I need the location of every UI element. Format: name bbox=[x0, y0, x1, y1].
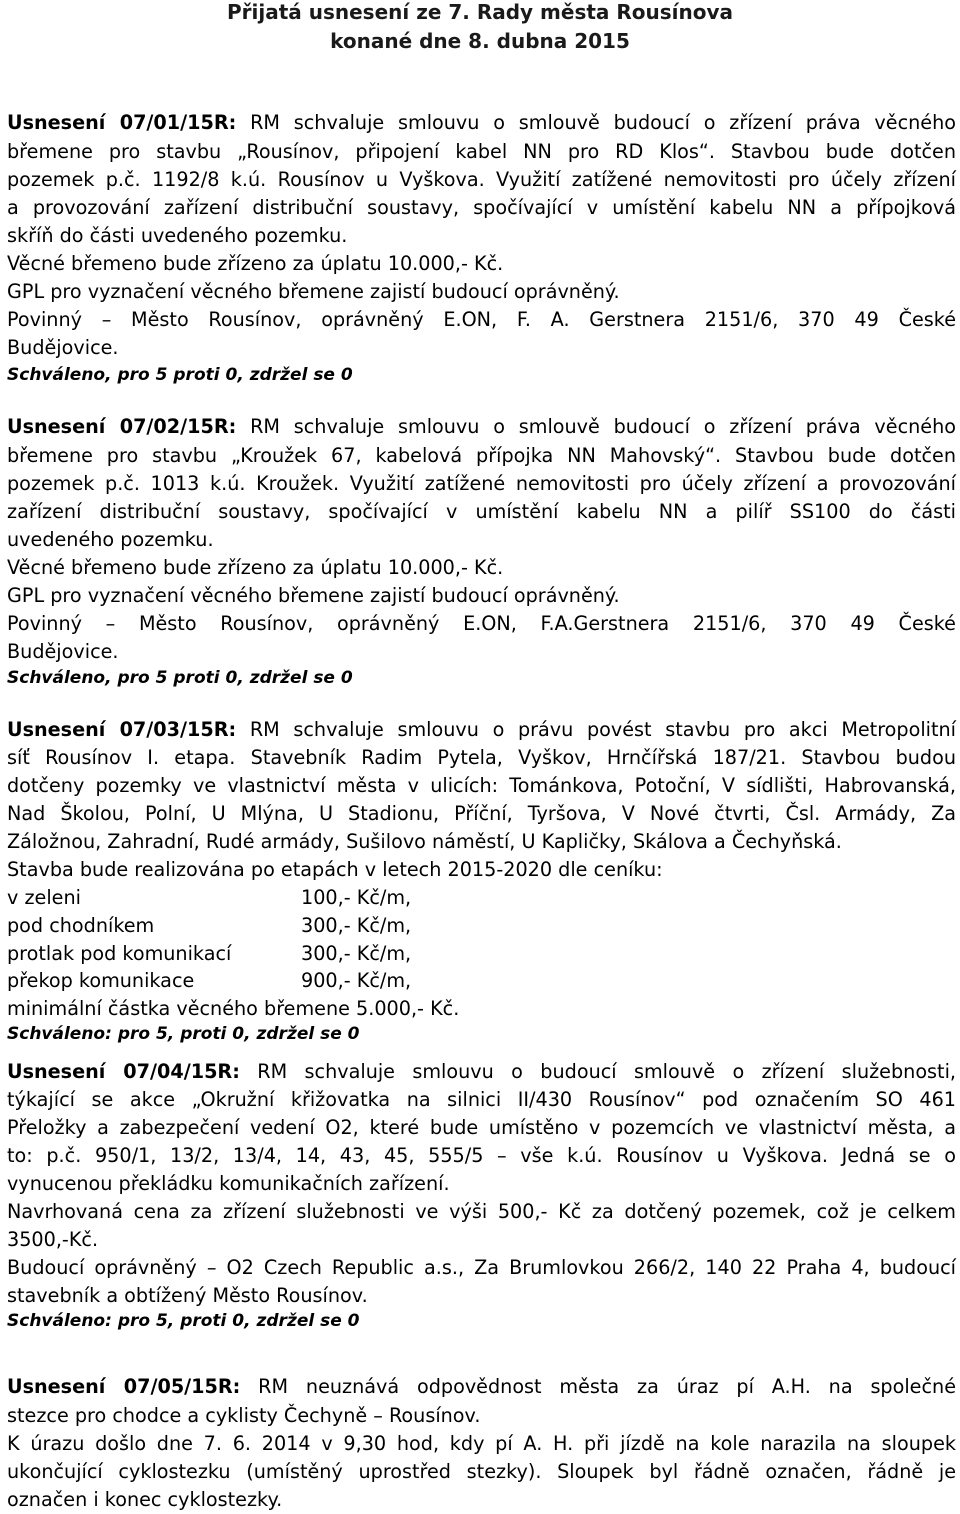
resolution-5-id: Usnesení 07/05/15R: bbox=[7, 1375, 241, 1398]
resolution-1-line-3: pozemek p.č. 1192/8 k.ú. Rousínov u Vyškova. Využití zatížené nemovitosti pro účely zřízení bbox=[7, 168, 956, 191]
resolution-2-line-4: zařízení distribuční soustavy, spočívající v umístění kabelu NN a pilíř SS100 do části bbox=[7, 500, 956, 523]
resolution-3-line-1: Usnesení 07/03/15R: RM schvaluje smlouvu o právu povést stavbu pro akci Metropolitní bbox=[7, 718, 956, 741]
resolution-2-id: Usnesení 07/02/15R: bbox=[7, 415, 237, 438]
price-value: 100,- Kč/m, bbox=[301, 886, 412, 909]
resolution-4-line-7: 3500,-Kč. bbox=[7, 1228, 99, 1251]
resolution-5-line-2: stezce pro chodce a cyklisty Čechyně – Rousínov. bbox=[7, 1404, 481, 1427]
resolution-1-line-1: Usnesení 07/01/15R: RM schvaluje smlouvu o smlouvě budoucí o zřízení práva věcného bbox=[7, 111, 957, 134]
resolution-1-id: Usnesení 07/01/15R: bbox=[7, 111, 237, 134]
price-label: pod chodníkem bbox=[7, 914, 155, 937]
price-row bbox=[7, 967, 956, 995]
resolution-1-approval: Schváleno, pro 5 proti 0, zdržel se 0 bbox=[7, 365, 353, 385]
resolution-2-line-7: GPL pro vyznačení věcného břemene zajistí budoucí oprávněný. bbox=[7, 584, 620, 607]
resolution-1-line-5: skříň do části uvedeného pozemku. bbox=[7, 224, 348, 247]
resolution-4-line-5: vynucenou překládku komunikačních zařízení. bbox=[7, 1172, 450, 1195]
resolution-4-line-3: Přeložky a zabezpečení vedení O2, které bude umístěno v pozemcích ve vlastnictví města, a bbox=[7, 1116, 956, 1139]
document-title: Přijatá usnesení ze 7. Rady města Rousínova bbox=[226, 0, 734, 24]
resolution-3-line-3: dotčeny pozemky ve vlastnictví města v ulicích: Tománkova, Potoční, V sídlišti, Habrovanská, bbox=[7, 774, 956, 797]
resolution-3-approval: Schváleno: pro 5, proti 0, zdržel se 0 bbox=[7, 1024, 360, 1044]
resolution-3-line-6: Stavba bude realizována po etapách v letech 2015-2020 dle ceníku: bbox=[7, 858, 663, 881]
resolution-1-line-7: GPL pro vyznačení věcného břemene zajistí budoucí oprávněný. bbox=[7, 280, 620, 303]
resolution-4-line-4: to: p.č. 950/1, 13/2, 13/4, 14, 43, 45, 555/5 – vše k.ú. Rousínov u Vyškova. Jedná se o bbox=[7, 1144, 956, 1167]
resolution-4-line-2: týkající se akce „Okružní křižovatka na silnici II/430 Rousínov“ pod označením SO 461 bbox=[7, 1088, 956, 1111]
resolution-2-approval: Schváleno, pro 5 proti 0, zdržel se 0 bbox=[7, 668, 353, 688]
resolution-5-line-3: K úrazu došlo dne 7. 6. 2014 v 9,30 hod, kdy pí A. H. při jízdě na kole narazila na sloupek bbox=[7, 1432, 956, 1455]
resolution-1-line-6: Věcné břemeno bude zřízeno za úplatu 10.000,- Kč. bbox=[7, 252, 504, 275]
document-subtitle: konané dne 8. dubna 2015 bbox=[330, 29, 630, 53]
resolution-3-line-4: Nad Školou, Polní, U Mlýna, U Stadionu, Příční, Tyršova, V Nové čtvrti, Čsl. Armády, Za bbox=[7, 802, 956, 825]
price-value: 300,- Kč/m, bbox=[301, 942, 412, 965]
resolution-5-line-1: Usnesení 07/05/15R: RM neuznává odpovědnost města za úraz pí A.H. na společné bbox=[7, 1375, 957, 1398]
resolution-2-line-2: břemene pro stavbu „Kroužek 67, kabelová přípojka NN Mahovský“. Stavbou bude dotčen bbox=[7, 444, 956, 467]
resolution-3-line-2: síť Rousínov I. etapa. Stavebník Radim Pytela, Vyškov, Hrnčířská 187/21. Stavbou budou bbox=[7, 746, 956, 769]
price-value: 300,- Kč/m, bbox=[301, 914, 412, 937]
resolution-3-id: Usnesení 07/03/15R: bbox=[7, 718, 237, 741]
resolution-3-line-7: minimální částka věcného břemene 5.000,- Kč. bbox=[7, 997, 460, 1020]
resolution-2-line-3: pozemek p.č. 1013 k.ú. Kroužek. Využití zatížené nemovitosti pro účely zřízení a provozování bbox=[7, 472, 956, 495]
price-row bbox=[7, 940, 956, 968]
resolution-1-line-9: Budějovice. bbox=[7, 336, 119, 359]
resolution-2-line-1: Usnesení 07/02/15R: RM schvaluje smlouvu o smlouvě budoucí o zřízení práva věcného bbox=[7, 415, 957, 438]
resolution-4-approval: Schváleno: pro 5, proti 0, zdržel se 0 bbox=[7, 1311, 360, 1331]
resolution-1-line-8: Povinný – Město Rousínov, oprávněný E.ON, F. A. Gerstnera 2151/6, 370 49 České bbox=[7, 308, 956, 331]
resolution-1-line-4: a provozování zařízení distribuční soustavy, spočívající v umístění kabelu NN a přípojková bbox=[7, 196, 956, 219]
resolution-2-line-8: Povinný – Město Rousínov, oprávněný E.ON, F.A.Gerstnera 2151/6, 370 49 České bbox=[7, 612, 956, 635]
resolution-4-line-8: Budoucí oprávněný – O2 Czech Republic a.s., Za Brumlovkou 266/2, 140 22 Praha 4, budoucí bbox=[7, 1256, 956, 1279]
resolution-2-line-6: Věcné břemeno bude zřízeno za úplatu 10.000,- Kč. bbox=[7, 556, 504, 579]
price-label: v zeleni bbox=[7, 886, 81, 909]
resolution-3-line-5: Záložnou, Zahradní, Rudé armády, Sušilovo náměstí, U Kapličky, Skálova a Čechyňská. bbox=[7, 830, 842, 853]
price-row bbox=[7, 884, 956, 912]
price-row bbox=[7, 912, 956, 940]
resolution-5-line-4: ukončující cyklostezku (umístěný uprostřed stezky). Sloupek byl řádně označen, řádně je bbox=[7, 1460, 956, 1483]
price-label: překop komunikace bbox=[7, 969, 195, 992]
resolution-4-line-1: Usnesení 07/04/15R: RM schvaluje smlouvu o budoucí smlouvě o zřízení služebnosti, bbox=[7, 1060, 957, 1083]
price-label: protlak pod komunikací bbox=[7, 942, 232, 965]
resolution-1-line-2: břemene pro stavbu „Rousínov, připojení kabel NN pro RD Klos“. Stavbou bude dotčen bbox=[7, 140, 956, 163]
resolution-4-line-9: stavebník a obtížený Město Rousínov. bbox=[7, 1284, 368, 1307]
resolution-2-line-5: uvedeného pozemku. bbox=[7, 528, 214, 551]
resolution-4-line-6: Navrhovaná cena za zřízení služebnosti ve výši 500,- Kč za dotčený pozemek, což je celkem bbox=[7, 1200, 956, 1223]
resolution-5-line-5: označen i konec cyklostezky. bbox=[7, 1488, 283, 1511]
resolution-2-line-9: Budějovice. bbox=[7, 640, 119, 663]
resolution-4-id: Usnesení 07/04/15R: bbox=[7, 1060, 240, 1083]
price-value: 900,- Kč/m, bbox=[301, 969, 412, 992]
